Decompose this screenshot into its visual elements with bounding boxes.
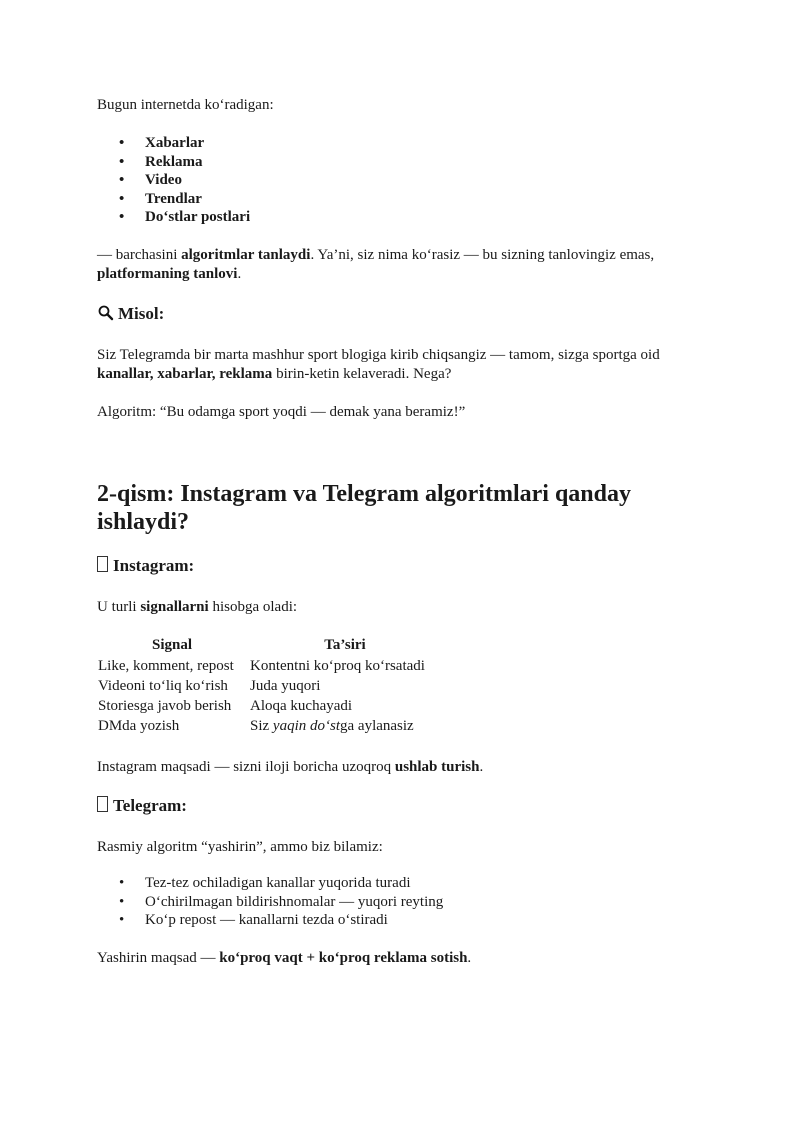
telegram-intro: Rasmiy algoritm “yashirin”, ammo biz bilamiz: [97, 839, 383, 855]
signals-table [96, 634, 442, 736]
text-span: . [237, 266, 242, 282]
heading-label: Instagram: [113, 556, 195, 575]
list-item: • Xabarlar [97, 134, 250, 153]
italic-span: yaqin doʻst [272, 717, 340, 734]
heading-label: Misol: [118, 304, 165, 323]
missing-glyph-icon [97, 796, 108, 812]
instagram-intro [97, 596, 297, 618]
bold-span: algoritmlar tanlaydi [181, 247, 311, 263]
instagram-heading [97, 556, 194, 576]
text-span: Yashirin maqsad — [97, 950, 220, 966]
table-header-row [96, 634, 442, 656]
list-item: • Oʻchirilmagan bildirishnomalar — yuqori reyting [97, 893, 443, 912]
text-span: Aloqa kuchayadi [250, 697, 353, 714]
table-row [96, 716, 442, 736]
text-span: — barchasini [97, 247, 182, 263]
effect-cell [248, 656, 442, 676]
list-item: • Reklama [97, 153, 250, 172]
bold-span: koʻproq vaqt + koʻproq reklama sotish [219, 950, 468, 966]
text-span: Instagram maqsadi — sizni iloji boricha uzoqroq [97, 759, 395, 775]
telegram-list [97, 874, 443, 930]
title-line: 2-qism: Instagram va Telegram algoritmlari qanday [97, 481, 631, 507]
heading-label: Telegram: [113, 796, 187, 815]
bold-span: kanallar, xabarlar, reklama [97, 366, 273, 382]
text-span: Juda yuqori [250, 677, 321, 694]
example-quote: Algoritm: “Bu odamga sport yoqdi — demak yana beramiz!” [97, 404, 466, 420]
instagram-goal [97, 756, 483, 778]
signal-cell: DMda yozish [98, 717, 180, 734]
telegram-goal [97, 947, 471, 969]
example-heading [97, 304, 164, 324]
table-row [96, 656, 442, 676]
list-item: • Koʻp repost — kanallarni tezda oʻstiradi [97, 911, 443, 930]
table-row [96, 696, 442, 716]
list-item: • Trendlar [97, 190, 250, 209]
table-row [96, 676, 442, 696]
feed-items-list [97, 134, 250, 227]
signal-cell: Like, komment, repost [98, 657, 234, 674]
effect-cell [248, 676, 442, 696]
text-span: birin-ketin kelaveradi. Nega? [272, 366, 452, 382]
text-span: Siz [250, 717, 273, 734]
text-span: ga aylanasiz [340, 717, 414, 734]
algorithm-paragraph-line2 [97, 263, 241, 285]
section-title [97, 480, 697, 536]
telegram-heading [97, 796, 187, 816]
list-item: • Video [97, 171, 250, 190]
effect-cell [248, 696, 442, 716]
signal-cell: Videoni toʻliq koʻrish [98, 677, 228, 694]
column-header: Signal [151, 636, 193, 653]
text-span: . Ya’ni, siz nima koʻrasiz — bu sizning tanlovingiz emas, [310, 247, 655, 263]
text-span: U turli [97, 599, 141, 615]
text-span: Kontentni koʻproq koʻrsatadi [250, 657, 425, 674]
list-item: • Tez-tez ochiladigan kanallar yuqorida turadi [97, 874, 443, 893]
missing-glyph-icon [97, 556, 108, 572]
list-item: • Doʻstlar postlari [97, 208, 250, 227]
bold-span: ushlab turish [394, 759, 480, 775]
text-span: . [467, 950, 472, 966]
intro-text: Bugun internetda koʻradigan: [97, 97, 274, 113]
effect-cell [248, 716, 442, 736]
bold-span: signallarni [140, 599, 209, 615]
text-span: . [479, 759, 484, 775]
example-line2 [97, 363, 451, 385]
column-header: Ta’siri [324, 636, 366, 653]
title-line: ishlaydi? [97, 509, 190, 535]
magnifier-icon [97, 305, 115, 321]
bold-span: platformaning tanlovi [97, 266, 238, 282]
signal-cell: Storiesga javob berish [98, 697, 232, 714]
text-span: hisobga oladi: [208, 599, 298, 615]
example-line1: Siz Telegramda bir marta mashhur sport blogiga kirib chiqsangiz — tamom, sizga sportga oid [97, 347, 660, 363]
